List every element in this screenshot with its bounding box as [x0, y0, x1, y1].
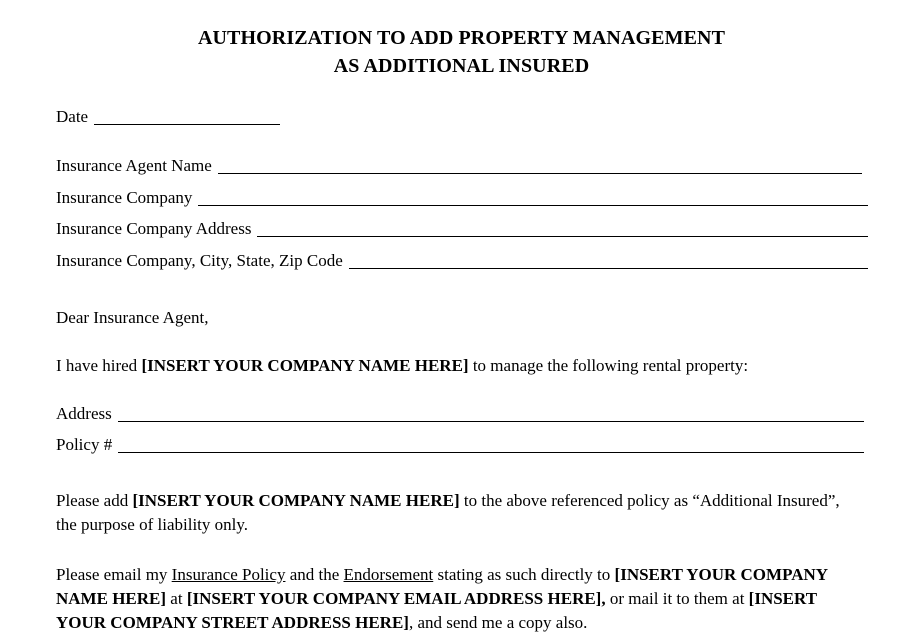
company-label: Insurance Company: [56, 188, 193, 207]
company-city-row: [56, 250, 868, 272]
policy-blank-line[interactable]: [118, 435, 864, 453]
company-row: [56, 187, 868, 209]
p3-endorsement: Endorsement: [343, 565, 434, 584]
agent-name-blank-line[interactable]: [218, 156, 862, 174]
p1-text-a: I have hired: [56, 356, 142, 375]
policy-label: Policy #: [56, 435, 113, 454]
paragraph-add-insured: [56, 489, 846, 537]
p3-text-g: or mail it to them at: [605, 589, 749, 608]
company-address-blank-line[interactable]: [257, 219, 868, 237]
p1-text-c: to manage the following rental property:: [468, 356, 749, 375]
company-city-label: Insurance Company, City, State, Zip Code: [56, 251, 343, 270]
p3-text-e: at: [166, 589, 187, 608]
p3-email-placeholder: [INSERT YOUR COMPANY EMAIL ADDRESS HERE],: [186, 589, 606, 608]
address-row: [56, 403, 864, 425]
salutation: Dear Insurance Agent,: [56, 308, 209, 327]
company-city-blank-line[interactable]: [349, 251, 868, 269]
agent-name-label: Insurance Agent Name: [56, 156, 212, 175]
p3-street-address-placeholder: [INSERT YOUR COMPANY STREET ADDRESS HERE]: [56, 589, 817, 632]
document-title-line2: AS ADDITIONAL INSURED: [333, 55, 590, 77]
date-row: [56, 106, 280, 128]
p2-text-a: Please add: [56, 491, 133, 510]
p3-company-name-placeholder: [INSERT YOUR COMPANY NAME HERE]: [56, 565, 828, 608]
paragraph-hired: [56, 354, 856, 378]
document-title-line1: AUTHORIZATION TO ADD PROPERTY MANAGEMENT: [197, 27, 726, 49]
p3-text-b: and the: [285, 565, 344, 584]
p2-company-placeholder: [INSERT YOUR COMPANY NAME HERE]: [132, 491, 460, 510]
paragraph-email: [56, 563, 856, 635]
p2-text-c: to the above referenced policy as “Additional Insured”, the purpose of liability only.: [56, 491, 840, 534]
address-blank-line[interactable]: [118, 404, 864, 422]
company-address-row: [56, 218, 868, 240]
date-blank-line[interactable]: [94, 107, 280, 125]
company-address-label: Insurance Company Address: [56, 219, 252, 238]
policy-row: [56, 434, 864, 456]
p3-text-i: , and send me a copy also.: [408, 613, 588, 632]
agent-name-row: [56, 155, 862, 177]
company-blank-line[interactable]: [198, 188, 868, 206]
p3-text-a: Please email my: [56, 565, 172, 584]
p1-company-placeholder: [INSERT YOUR COMPANY NAME HERE]: [141, 356, 469, 375]
date-label: Date: [56, 107, 89, 126]
p3-text-c: stating as such directly to: [433, 565, 615, 584]
address-label: Address: [56, 404, 112, 423]
p3-insurance-policy: Insurance Policy: [171, 565, 286, 584]
